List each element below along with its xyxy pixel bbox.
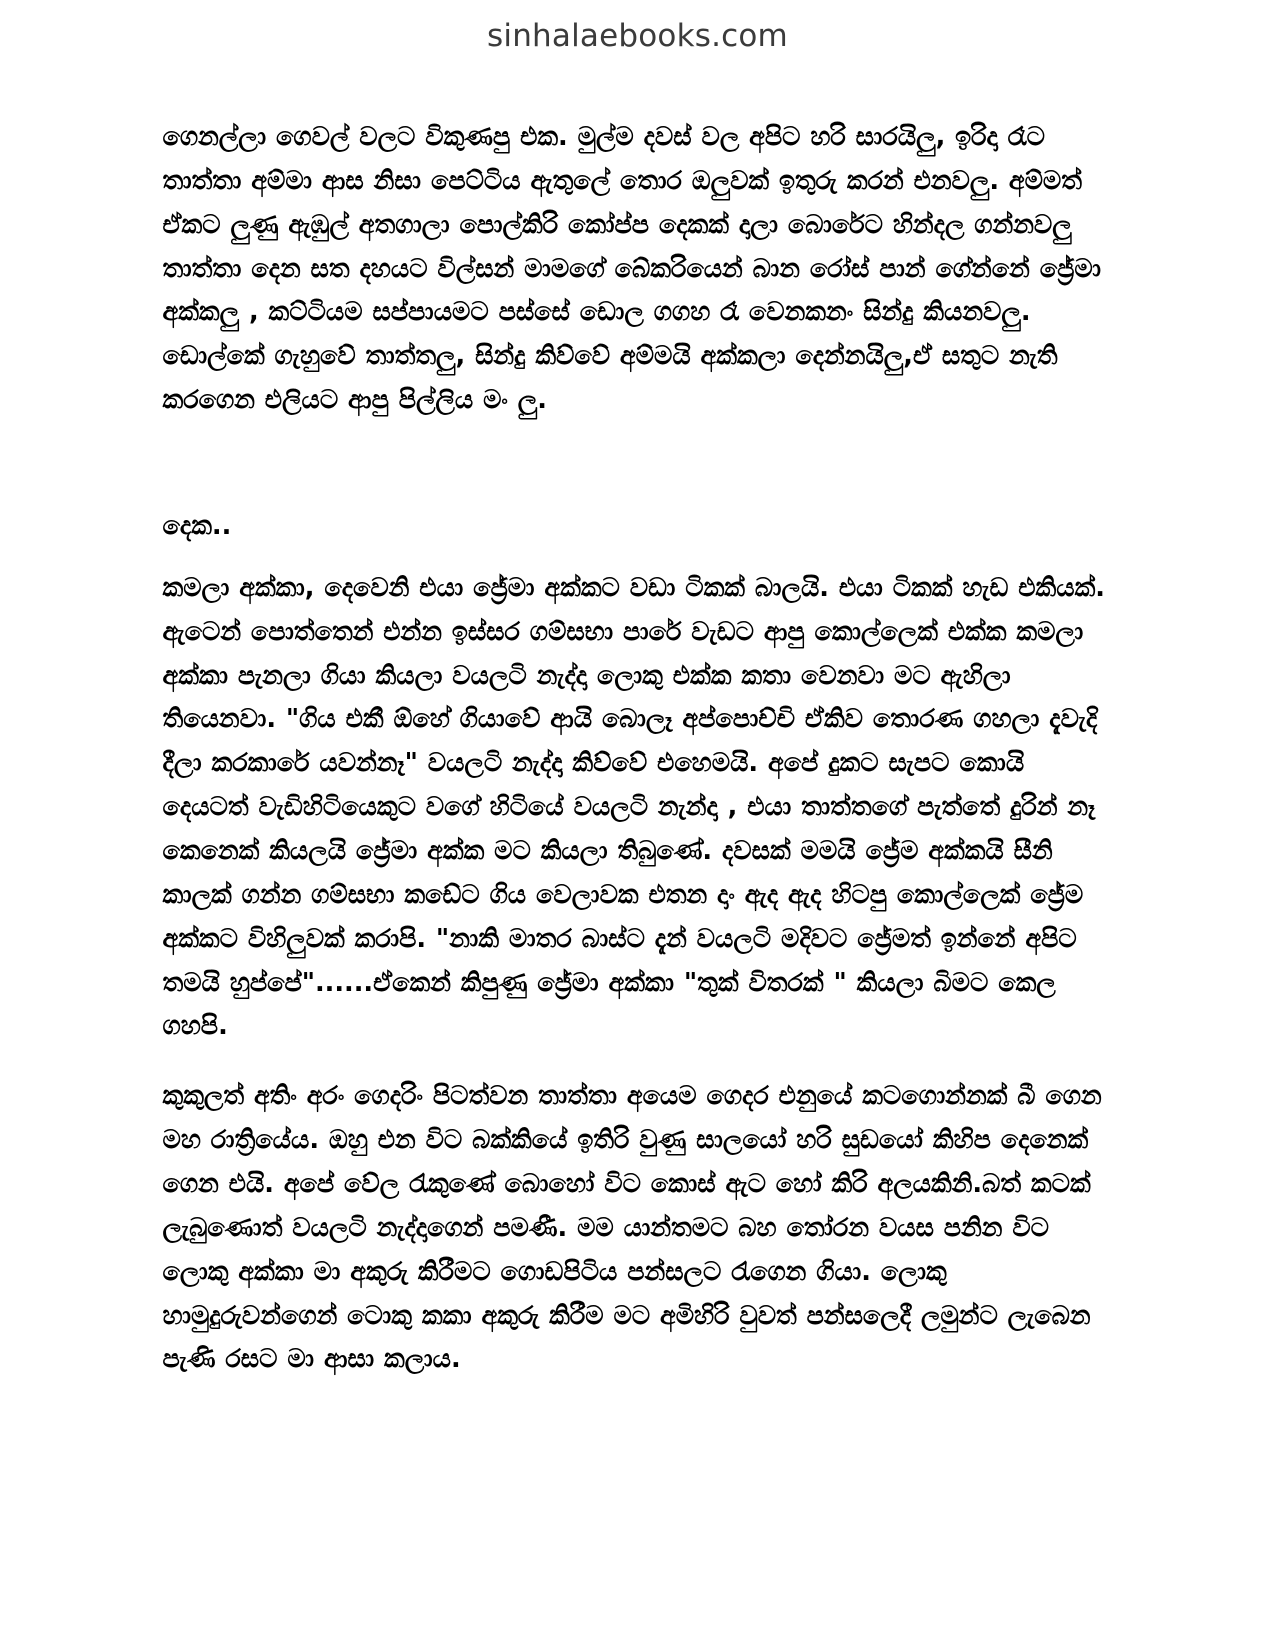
paragraph-3: කුකුලත් අතිං අරං ගෙදරිං පිටත්වන තාත්තා අයෙම ගෙදර එනුයේ කටගොන්නක් බී ගෙන මහ රාත්‍රියේය. ඔහු එන විට බක්කියේ ඉතිරි වුණු සාලයෝ හරි සුඩයෝ කිහිප දෙනෙක් ගෙන එයි. අපේ වේල රැකුණේ බොහෝ විට කොස් ඇට හෝ කිරි අලයකිනි.බත් කටක් ලැබුණොත් වයලටි නැද්දාගෙන් පමණී. මම යාන්තමට බහ තෝරන වයස පනින විට ලොකු අක්කා මා අකුරු කිරීමට ගොඩපිටිය පන්සලට රැගෙන ගියා. ලොකු හාමුදුරුවන්ගෙන් ටොකු කකා අකුරු කිරීම මට අමිහිරි වුවත් පන්සලෙදී ලමුන්ට ලැබෙන පැණි රසට මා ආසා කලාය.	[162, 1081, 1102, 1375]
document-content	[163, 54, 1113, 1382]
paragraph-1: ගෙනල්ලා ගෙවල් වලට විකුණපු එක. මුල්ම දවස් වල අපිට හරි සාරයිලු, ඉරිදා රෑට තාත්තා අම්මා ආස නිසා පෙට්ටිය ඇතුලේ තොර ඔලුවක් ඉතුරු කරන් එනවලු. අම්මත් ඒකට ලුණු ඇඹුල් අතගාලා පොල්කිරි කෝප්ප දෙකක් දාලා බොරේට හින්දල ගන්නවලු තාත්තා දෙන සත දහයට විල්සන් මාමගේ බේකරියෙන් බාන රෝස් පාන් ගේන්නේ ජ්‍රේමා අක්කලු , කට්ටියම සප්පායමට පස්සේ ඩොල ගගහ රෑ වෙනකනං සින්දු කියනවලු. ඩොල්කේ ගැහුවේ තාත්තලු, සින්දු කිව්වේ අම්මයි අක්කලා දෙන්නයිලු,ඒ සතුට නැති කරගෙන එලියට ආපු පිල්ලිය මං ලු.	[162, 122, 1102, 416]
paragraph-2: කමලා අක්කා, දෙවෙනි එයා ජ්‍රේමා අක්කට වඩා ටිකක් බාලයි. එයා ටිකක් හැඩ එකියක්. ඇටෙන් පොත්තෙන් එන්න ඉස්සර ගම්සභා පාරේ වැඩට ආපු කොල්ලෙක් එක්ක කමලා අක්කා පැනලා ගියා කියලා වයලටි නැද්දා ලොකු එක්ක කතා වෙනවා මට ඇහිලා තියෙනවා. "ගිය එකී ඕහේ ගියාවේ ආයි බොලෑ අප්පොච්චි ඒකිව තොරණ ගහලා දැවැදි දීලා කරකාරේ යවන්නෑ" වයලටි නැද්දා කිව්වේ එහෙමයි. අපේ දුකට සැපට කොයි දෙයටත් වැඩිහිටියෙකුට වගේ හිටියේ වයලටි නැන්දා , එයා තාත්තගේ පැත්තේ දුරින් නෑ කෙනෙක් කියලයි ජ්‍රේමා අක්ක මට කියලා තිබුණේ. දවසක් මමයි ජ්‍රේම අක්කයි සීනි කාලක් ගන්න ගම්සභා කඩේට ගිය වෙලාවක එතන දාං ඇද ඇද හිටපු කොල්ලෙක් ජ්‍රේම අක්කට විහිලුවක් කරාපි. "නාකි මාතර බාස්ට දැන් වයලටි මදිවට ජ්‍රේමත් ඉන්නේ අපිට තමයි හුප්පේ"......ඒකෙන් කිපුණු ජ්‍රේමා අක්කා "තුක් විතරක් " කියලා බිමට කෙල ගහපි.	[162, 572, 1105, 1042]
site-watermark-header: sinhalaebooks.com	[487, 18, 788, 54]
section-heading-two: දෙක..	[162, 511, 232, 542]
section-spacer	[163, 449, 1113, 505]
